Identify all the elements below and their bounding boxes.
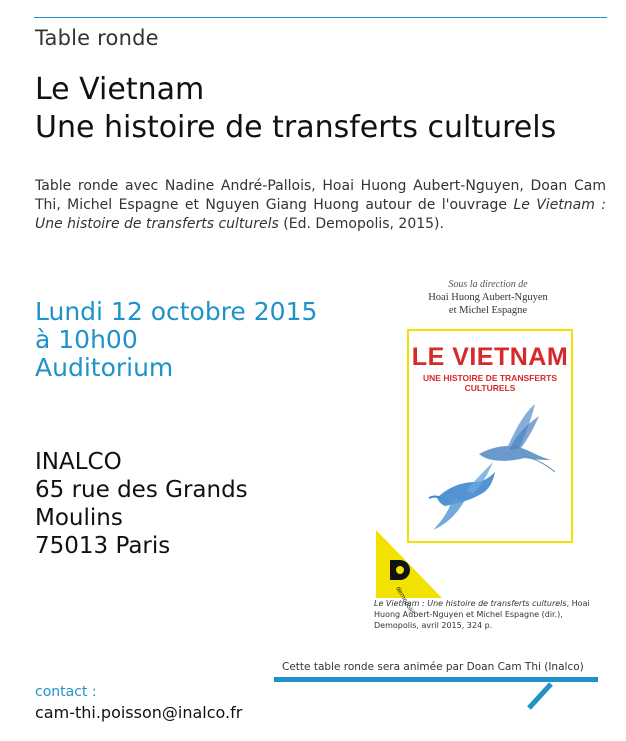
title-line-1: Le Vietnam [35,72,205,107]
top-divider [34,17,607,18]
editors-line-1: Hoai Huong Aubert-Nguyen [428,292,548,303]
address-line-2: 65 rue des Grands [35,477,248,503]
moderator-note: Cette table ronde sera animée par Doan Cam Thi (Inalco) [282,661,584,673]
description-text-1: Table ronde avec Nadine André-Pallois, Hoai Huong Aubert-Nguyen, Doan Cam Thi, Michel Espagne et Nguyen Giang Huong autour de l'ouvrage [35,178,606,213]
contact-label: contact : [35,684,97,700]
event-date: Lundi 12 octobre 2015 [35,297,318,326]
event-datetime [35,298,317,382]
editors-line-2: et Michel Espagne [448,305,528,316]
caption-book-title: Le Vietnam : Une histoire de transferts culturels [374,599,567,608]
event-time: à 10h00 [35,325,138,354]
direction-label: Sous la direction de [448,279,528,290]
book-cover [407,329,573,543]
address-block [35,448,248,560]
description-text-2: (Ed. Demopolis, 2015). [278,216,444,232]
address-line-3: Moulins [35,505,123,531]
book-editors [378,278,598,317]
publisher-logo-text: demopolis [394,585,416,616]
event-description [35,177,606,234]
caption-details: , Hoai Huong Aubert-Nguyen et Michel Espagne (dir.), Demopolis, avril 2015, 324 p. [374,599,590,630]
publisher-logo [376,530,446,616]
birds-illustration [409,386,571,536]
event-type: Table ronde [35,26,159,50]
page-title [35,71,556,147]
title-line-2: Une histoire de transferts culturels [35,110,557,145]
event-place: Auditorium [35,353,174,382]
address-line-1: INALCO [35,449,122,475]
book-caption [374,598,610,631]
accent-slash [525,682,555,710]
contact-email-link[interactable]: cam-thi.poisson@inalco.fr [35,703,243,722]
cover-subtitle: UNE HISTOIRE DE TRANSFERTS CULTURELS [423,373,557,393]
description-book-title: Le Vietnam : Une histoire de transferts culturels [35,197,606,232]
address-line-4: 75013 Paris [35,533,171,559]
cover-title: LE VIETNAM [411,343,569,371]
